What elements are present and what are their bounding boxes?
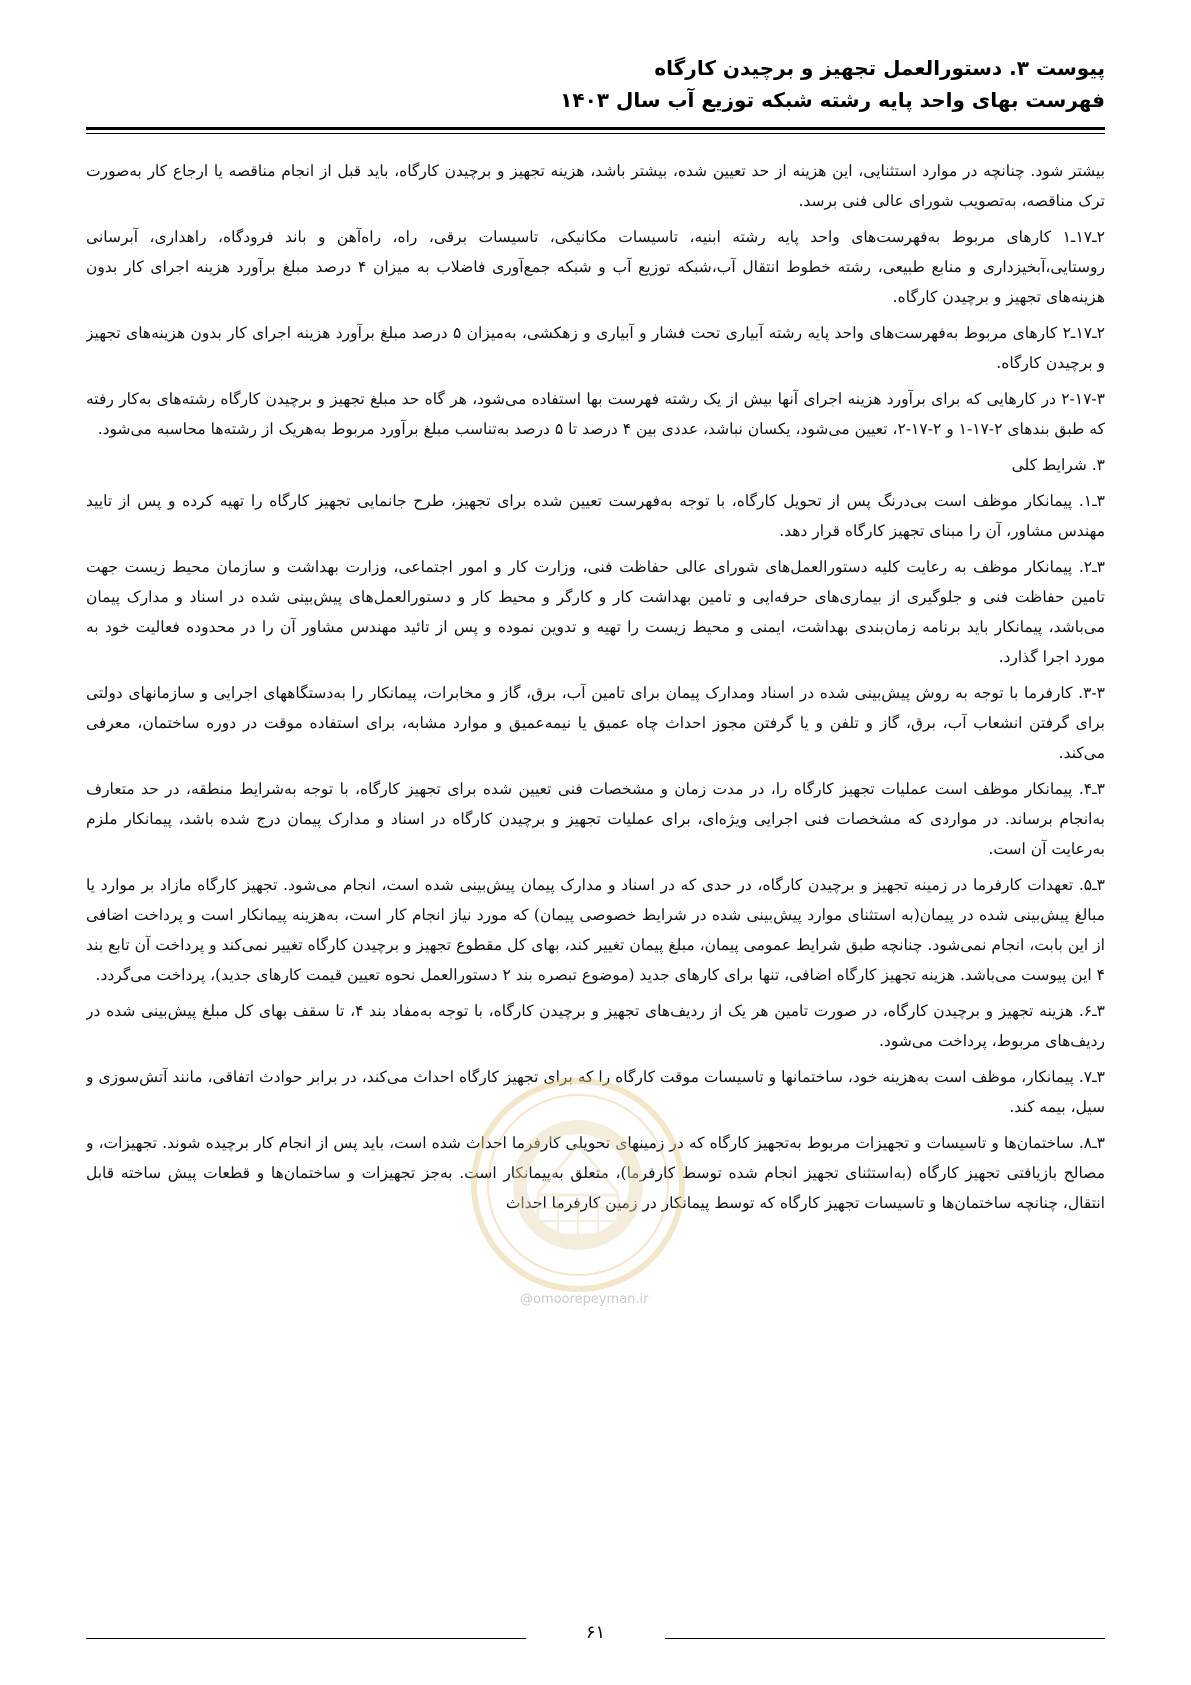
paragraph: ۳ـ۱. پیمانکار موظف است بی‌درنگ پس از تحویل کارگاه، با توجه به‌فهرست تعیین شده برای تجهیز، طرح جانمایی تجهیز کارگاه را تهیه کرده و پس از تایید مهندس مشاور، آن را مبنای تجهیز کارگاه قرار دهد.: [86, 492, 1105, 540]
paragraph: بیشتر شود. چنانچه در موارد استثنایی، این هزینه از حد تعیین شده، بیشتر باشد، هزینه تجهیز و برچیدن کارگاه، باید قبل از انجام مناقصه یا ارجاع کار به‌صورت ترک مناقصه، به‌تصویب شورای عالی فنی برسد.: [86, 162, 1105, 210]
paragraph: ۳ـ۸. ساختمان‌ها و تاسیسات و تجهیزات مربوط به‌تجهیز کارگاه که در زمینهای تحویلی کارفرما احداث شده است، باید پس از انجام کار برچیده شوند. تجهیزات، و مصالح بازیافتی تجهیز کارگاه (به‌استثنای تجهیز انجام شده توسط کارفرما)، متعلق به‌پیمانکار است. به‌جز تجهیزات و ساختمان‌ها و قطعات پیش ساخته قابل انتقال، چنانچه ساختمان‌ها و تاسیسات تجهیز کارگاه که توسط پیمانکار در زمین کارفرما احداث: [86, 1134, 1105, 1212]
header-rule-thin: [86, 133, 1105, 134]
document-title: پیوست ۳. دستورالعمل تجهیز و برچیدن کارگاه: [654, 56, 1105, 80]
document-body: [86, 156, 1105, 1575]
paragraph: ۲ـ۱۷ـ۱ کارهای مربوط به‌فهرست‌های واحد پایه رشته ابنیه، تاسیسات مکانیکی، تاسیسات برقی، راه، راه‌آهن و باند فرودگاه، راهداری، آبرسانی روستایی،آبخیزداری و منابع طبیعی، رشته خطوط انتقال آب،شبکه توزیع آب و شبکه جمع‌آوری فاضلاب به میزان ۴ درصد مبلغ برآورد هزینه اجرای کار بدون هزینه‌های تجهیز و برچیدن کارگاه.: [86, 228, 1105, 306]
header-rule-thick: [86, 127, 1105, 130]
document-subtitle: فهرست بهای واحد پایه رشته شبکه توزیع آب سال ۱۴۰۳: [560, 88, 1105, 112]
paragraph: ۳ـ۷. پیمانکار، موظف است به‌هزینه خود، ساختمانها و تاسیسات موقت کارگاه را که برای تجهیز کارگاه احداث می‌کند، در برابر حوادث اتفاقی، مانند آتش‌سوزی و سیل، بیمه کند.: [86, 1068, 1105, 1116]
paragraph: ۳ـ۵. تعهدات کارفرما در زمینه تجهیز و برچیدن کارگاه، در حدی که در اسناد و مدارک پیمان پیش‌بینی شده است، انجام می‌شود. تجهیز کارگاه مازاد بر موارد یا مبالغ پیش‌بینی شده در پیمان(به استثنای موارد پیش‌بینی شده در شرایط خصوصی پیمان) که مورد نیاز انجام کار است، به‌هزینه پیمانکار است و پرداخت اضافی از این بابت، انجام نمی‌شود. چنانچه طبق شرایط عمومی پیمان، مبلغ پیمان تغییر کند، بهای کل مقطوع تجهیز و برچیدن کارگاه تغییر نمی‌کند و پرداخت آن تابع بند ۴ این پیوست می‌باشد. هزینه تجهیز کارگاه اضافی، تنها برای کارهای جدید (موضوع تبصره بند ۲ دستورالعمل نحوه تعیین قیمت کارهای جدید)، پرداخت می‌گردد.: [86, 876, 1105, 984]
section-heading: ۳. شرایط کلی: [1011, 456, 1105, 474]
paragraph: ۳ـ۲. پیمانکار موظف به رعایت کلیه دستورالعمل‌های شورای عالی حفاظت فنی، وزارت کار و امور اجتماعی، وزارت بهداشت و سازمان محیط زیست جهت تامین حفاظت فنی و جلوگیری از بیماری‌های حرفه‌ایی و تامین بهداشت کار و کارگر و محیط کار و دستورالعمل‌های پیش‌بینی شده در اسناد و مدارک پیمان می‌باشد، پیمانکار باید برنامه زمان‌بندی بهداشت، ایمنی و محیط زیست را تهیه و تدوین نموده و پس از تائید مهندس مشاور آن را در محدوده فعالیت خود به مورد اجرا گذارد.: [86, 558, 1105, 666]
watermark-text: @omoorepeyman.ir: [520, 1292, 649, 1307]
paragraph: ۲ـ۱۷ـ۲ کارهای مربوط به‌فهرست‌های واحد پایه رشته آبیاری تحت فشار و آبیاری و زهکشی، به‌میزان ۵ درصد مبلغ برآورد هزینه اجرای کار بدون هزینه‌های تجهیز و برچیدن کارگاه.: [86, 324, 1105, 372]
page-number: ۶۱: [585, 1622, 606, 1643]
paragraph: ۳ـ۶. هزینه تجهیز و برچیدن کارگاه، در صورت تامین هر یک از ردیف‌های تجهیز و برچیدن کارگاه، با توجه به‌مفاد بند ۴، تا سقف بهای کل مبلغ پیش‌بینی شده در ردیف‌های مربوط، پرداخت می‌شود.: [86, 1002, 1105, 1050]
paragraph: ۲-۱۷-۳ در کارهایی که برای برآورد هزینه اجرای آنها بیش از یک رشته فهرست بها استفاده می‌شود، هر گاه حد مبلغ تجهیز و برچیدن کارگاه رشته‌های به‌کار رفته که طبق بندهای ۲-۱۷-۱ و ۲-۱۷-۲، تعیین می‌شود، یکسان نباشد، عددی بین ۴ درصد تا ۵ درصد به‌تناسب مبلغ برآورد مربوط به‌هریک از رشته‌ها محاسبه می‌شود.: [86, 390, 1105, 438]
paragraph: ۳ـ۴. پیمانکار موظف است عملیات تجهیز کارگاه را، در مدت زمان و مشخصات فنی تعیین شده برای تجهیز کارگاه، با توجه به‌شرایط منطقه، در حد متعارف به‌انجام برساند. در مواردی که مشخصات فنی اجرایی ویژه‌ای، برای عملیات تجهیز و برچیدن کارگاه در اسناد و مدارک پیمان درج شده باشد، پیمانکار ملزم به‌رعایت آن است.: [86, 780, 1105, 858]
page-header: [86, 52, 1105, 116]
paragraph: ۳-۳. کارفرما با توجه به روش پیش‌بینی شده در اسناد ومدارک پیمان برای تامین آب، برق، گاز و مخابرات، پیمانکار را به‌دستگاههای اجرایی و سازمانهای دولتی برای گرفتن انشعاب آب، برق، گاز و تلفن و یا گرفتن مجوز احداث چاه عمیق یا نیمه‌عمیق و موارد مشابه، برای استفاده موقت در دوره ساختمان، معرفی می‌کند.: [86, 684, 1105, 762]
